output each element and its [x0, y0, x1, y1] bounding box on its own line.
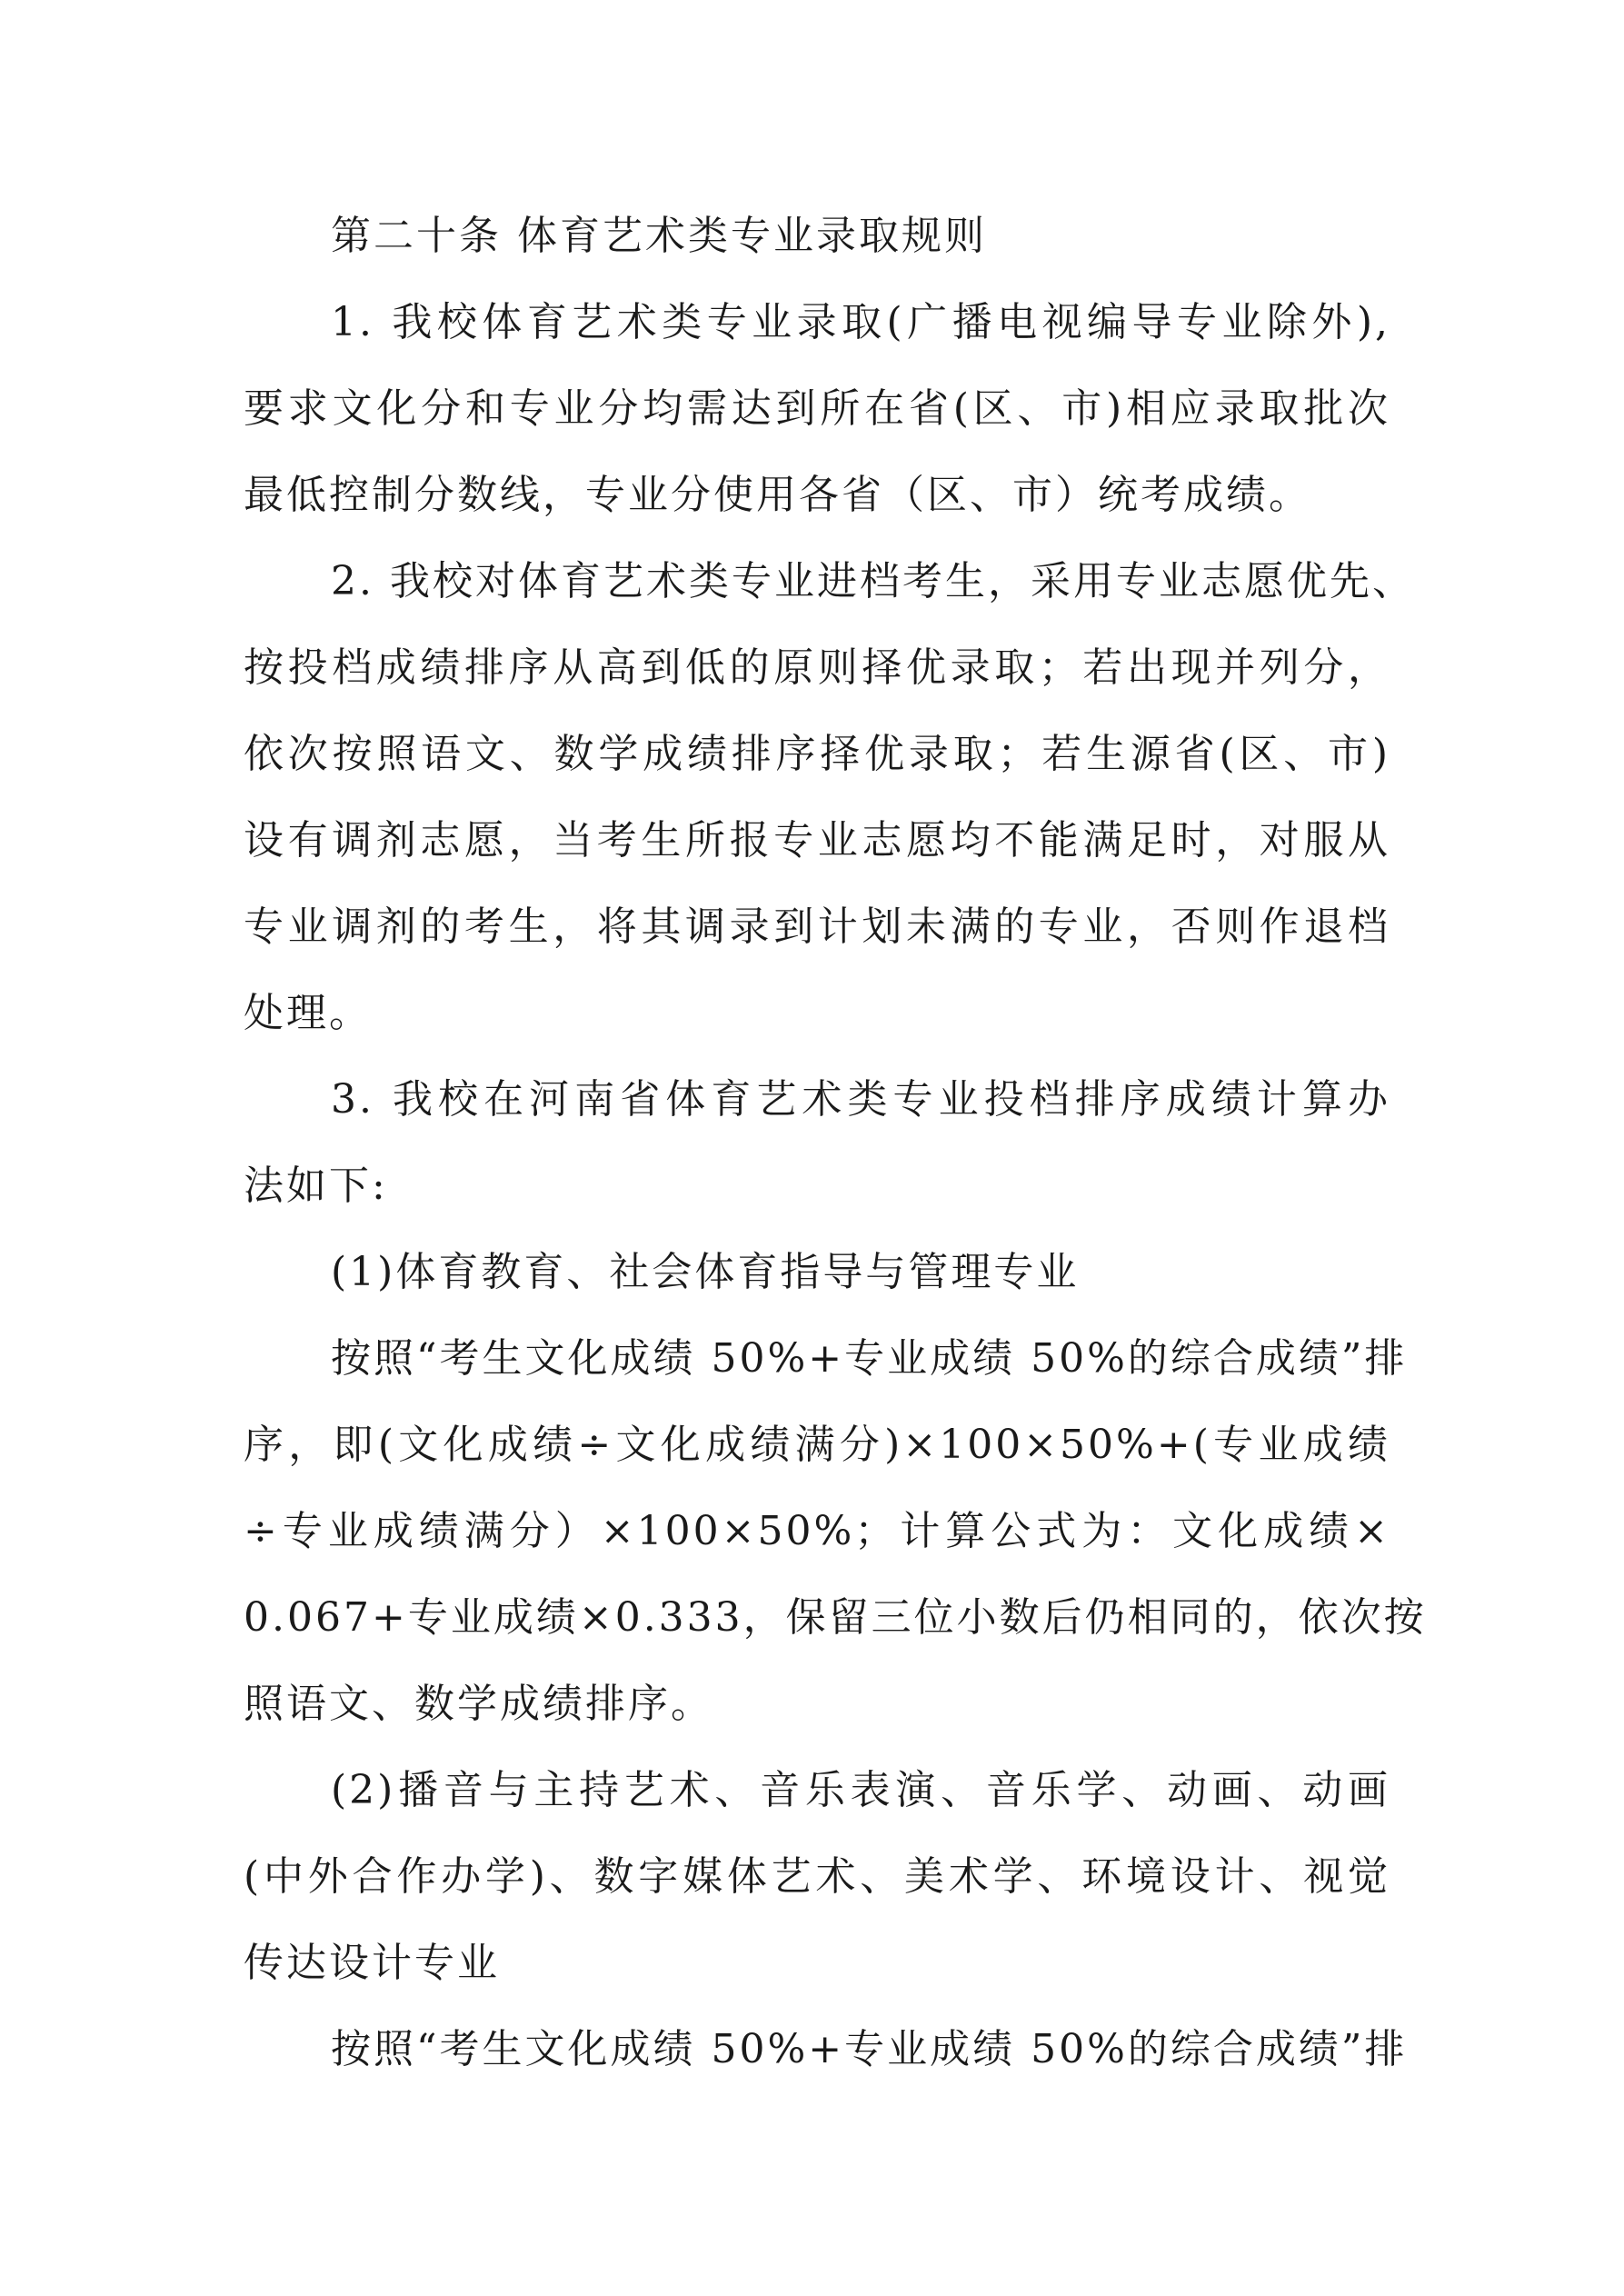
paragraph-7-line-1: 按照“考生文化成绩 50%+专业成绩 50%的综合成绩”排 — [331, 2026, 1408, 2072]
article-body — [244, 193, 1427, 2092]
paragraph-1-line-3: 最低控制分数线，专业分使用各省（区、市）统考成绩。 — [244, 472, 1311, 518]
article-title: 第二十条 体育艺术类专业录取规则 — [331, 213, 987, 259]
paragraph-2-line-4: 设有调剂志愿，当考生所报专业志愿均不能满足时，对服从 — [244, 817, 1390, 863]
paragraph-5-line-2: 序，即(文化成绩÷文化成绩满分)×100×50%+(专业成绩 — [244, 1422, 1390, 1468]
paragraph-2-line-5: 专业调剂的考生，将其调录到计划未满的专业，否则作退档 — [244, 903, 1390, 950]
paragraph-5-line-5: 照语文、数学成绩排序。 — [244, 1681, 713, 1727]
subsection-1-heading: (1)体育教育、社会体育指导与管理专业 — [331, 1249, 1080, 1295]
paragraph-5-line-4: 0.067+专业成绩×0.333，保留三位小数后仍相同的，依次按 — [244, 1594, 1427, 1641]
subsection-2-heading-line-3: 传达设计专业 — [244, 1940, 500, 1986]
paragraph-1-line-1: 1. 我校体育艺术类专业录取(广播电视编导专业除外), — [331, 299, 1390, 345]
paragraph-2-line-3: 依次按照语文、数学成绩排序择优录取；若生源省(区、市) — [244, 731, 1390, 777]
paragraph-2-line-2: 按投档成绩排序从高到低的原则择优录取；若出现并列分， — [244, 644, 1390, 691]
paragraph-2-line-1: 2. 我校对体育艺术类专业进档考生，采用专业志愿优先、 — [331, 558, 1415, 604]
paragraph-5-line-1: 按照“考生文化成绩 50%+专业成绩 50%的综合成绩”排 — [331, 1335, 1408, 1382]
paragraph-2-line-6: 处理。 — [244, 990, 372, 1036]
paragraph-5-line-3: ÷专业成绩满分）×100×50%；计算公式为：文化成绩× — [244, 1508, 1390, 1554]
subsection-2-heading-line-2: (中外合作办学)、数字媒体艺术、美术学、环境设计、视觉 — [244, 1853, 1390, 1900]
paragraph-3-line-1: 3. 我校在河南省体育艺术类专业投档排序成绩计算办 — [331, 1076, 1390, 1123]
subsection-2-heading-line-1: (2)播音与主持艺术、音乐表演、音乐学、动画、动画 — [331, 1767, 1390, 1813]
paragraph-3-line-2: 法如下: — [244, 1163, 388, 1209]
paragraph-1-line-2: 要求文化分和专业分均需达到所在省(区、市)相应录取批次 — [244, 385, 1390, 432]
